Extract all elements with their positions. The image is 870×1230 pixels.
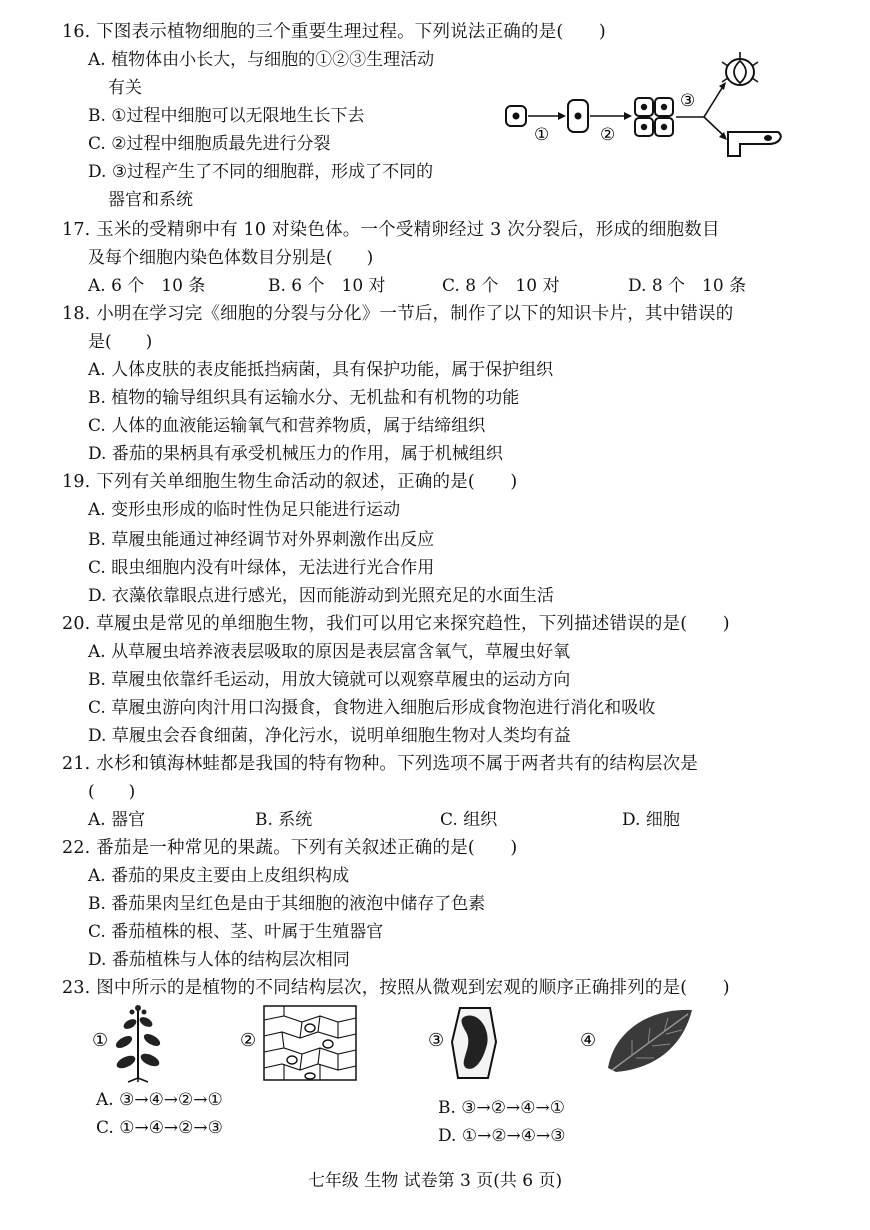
q22-option-c: C. 番茄植株的根、茎、叶属于生殖器官 <box>88 922 384 942</box>
q21-option-c: C. 组织 <box>440 810 498 830</box>
q17-option-c: C. 8 个 10 对 <box>442 276 560 296</box>
q23-stem: 23. 图中所示的是植物的不同结构层次，按照从微观到宏观的顺序正确排列的是( ) <box>62 978 730 998</box>
q23-option-c: C. ①→④→②→③ <box>96 1118 223 1138</box>
q20-option-d: D. 草履虫会吞食细菌，净化污水，说明单细胞生物对人类均有益 <box>88 726 571 746</box>
q23-option-b: B. ③→②→④→① <box>438 1098 565 1118</box>
q23-option-a: A. ③→④→②→① <box>96 1090 223 1110</box>
q22-option-a: A. 番茄的果皮主要由上皮组织构成 <box>88 866 350 886</box>
q17-option-b: B. 6 个 10 对 <box>268 276 386 296</box>
fig23-label-1: ① <box>92 1030 109 1051</box>
q18-stem-line1: 18. 小明在学习完《细胞的分裂与分化》一节后，制作了以下的知识卡片，其中错误的 <box>62 304 734 324</box>
q21-stem-line2: ( ) <box>88 782 136 802</box>
root-hair-cell-drawing <box>728 132 781 156</box>
fig23-label-3: ③ <box>428 1030 445 1051</box>
q16-stem: 16. 下图表示植物细胞的三个重要生理过程。下列说法正确的是( ) <box>62 22 606 42</box>
whole-plant-drawing <box>114 1005 162 1082</box>
q23-structure-figure <box>88 1002 808 1084</box>
q17-option-a: A. 6 个 10 条 <box>88 276 206 296</box>
q22-option-b: B. 番茄果肉呈红色是由于其细胞的液泡中储存了色素 <box>88 894 486 914</box>
q17-stem-line1: 17. 玉米的受精卵中有 10 对染色体。一个受精卵经过 3 次分裂后，形成的细胞数目 <box>62 220 720 240</box>
q21-option-a: A. 器官 <box>88 810 146 830</box>
leaf-drawing <box>606 1004 694 1076</box>
q16-option-a-line2: 有关 <box>108 78 142 98</box>
q20-option-a: A. 从草履虫培养液表层吸取的原因是表层富含氧气，草履虫好氧 <box>88 642 571 662</box>
q22-stem: 22. 番茄是一种常见的果蔬。下列有关叙述正确的是( ) <box>62 838 518 858</box>
page-footer: 七年级 生物 试卷第 3 页(共 6 页) <box>307 1171 563 1191</box>
q19-option-a: A. 变形虫形成的临时性伪足只能进行运动 <box>88 500 401 520</box>
q16-option-d-line1: D. ③过程产生了不同的细胞群，形成了不同的 <box>88 162 434 182</box>
fig16-label-3: ③ <box>680 91 696 111</box>
q20-option-c: C. 草履虫游向肉汁用口沟摄食，食物进入细胞后形成食物泡进行消化和吸收 <box>88 698 656 718</box>
q18-option-d: D. 番茄的果柄具有承受机械压力的作用，属于机械组织 <box>88 444 503 464</box>
fig16-label-2: ② <box>600 125 616 145</box>
q21-option-b: B. 系统 <box>255 810 313 830</box>
cell-drawing <box>452 1008 496 1078</box>
q16-option-d-line2: 器官和系统 <box>108 190 193 210</box>
q19-option-d: D. 衣藻依靠眼点进行感光，因而能游动到光照充足的水面生活 <box>88 586 554 606</box>
q23-option-d: D. ①→②→④→③ <box>438 1126 566 1146</box>
q19-option-c: C. 眼虫细胞内没有叶绿体，无法进行光合作用 <box>88 558 435 578</box>
q19-option-b: B. 草履虫能通过神经调节对外界刺激作出反应 <box>88 530 435 550</box>
q19-stem: 19. 下列有关单细胞生物生命活动的叙述，正确的是( ) <box>62 472 518 492</box>
q20-stem: 20. 草履虫是常见的单细胞生物，我们可以用它来探究趋性，下列描述错误的是( ) <box>62 614 730 634</box>
q18-option-b: B. 植物的输导组织具有运输水分、无机盐和有机物的功能 <box>88 388 520 408</box>
divided-cells <box>635 98 673 136</box>
q17-option-d: D. 8 个 10 条 <box>628 276 747 296</box>
q18-option-c: C. 人体的血液能运输氧气和营养物质，属于结缔组织 <box>88 416 486 436</box>
q18-option-a: A. 人体皮肤的表皮能抵挡病菌，具有保护功能，属于保护组织 <box>88 360 554 380</box>
q16-cell-process-figure <box>500 48 800 173</box>
fig23-label-4: ④ <box>580 1030 597 1051</box>
fig16-label-1: ① <box>534 125 550 145</box>
q16-option-b: B. ①过程中细胞可以无限地生长下去 <box>88 106 365 126</box>
q20-option-b: B. 草履虫依靠纤毛运动，用放大镜就可以观察草履虫的运动方向 <box>88 670 571 690</box>
q16-option-a-line1: A. 植物体由小长大，与细胞的①②③生理活动 <box>88 50 435 70</box>
q18-stem-line2: 是( ) <box>88 332 153 352</box>
q17-stem-line2: 及每个细胞内染色体数目分别是( ) <box>88 248 374 268</box>
q21-stem-line1: 21. 水杉和镇海林蛙都是我国的特有物种。下列选项不属于两者共有的结构层次是 <box>62 754 698 774</box>
fig23-label-2: ② <box>240 1030 257 1051</box>
q22-option-d: D. 番茄植株与人体的结构层次相同 <box>88 950 350 970</box>
q16-option-c: C. ②过程中细胞质最先进行分裂 <box>88 134 331 154</box>
guard-cell-drawing <box>722 52 758 85</box>
q21-option-d: D. 细胞 <box>622 810 680 830</box>
tissue-drawing <box>264 1006 356 1080</box>
